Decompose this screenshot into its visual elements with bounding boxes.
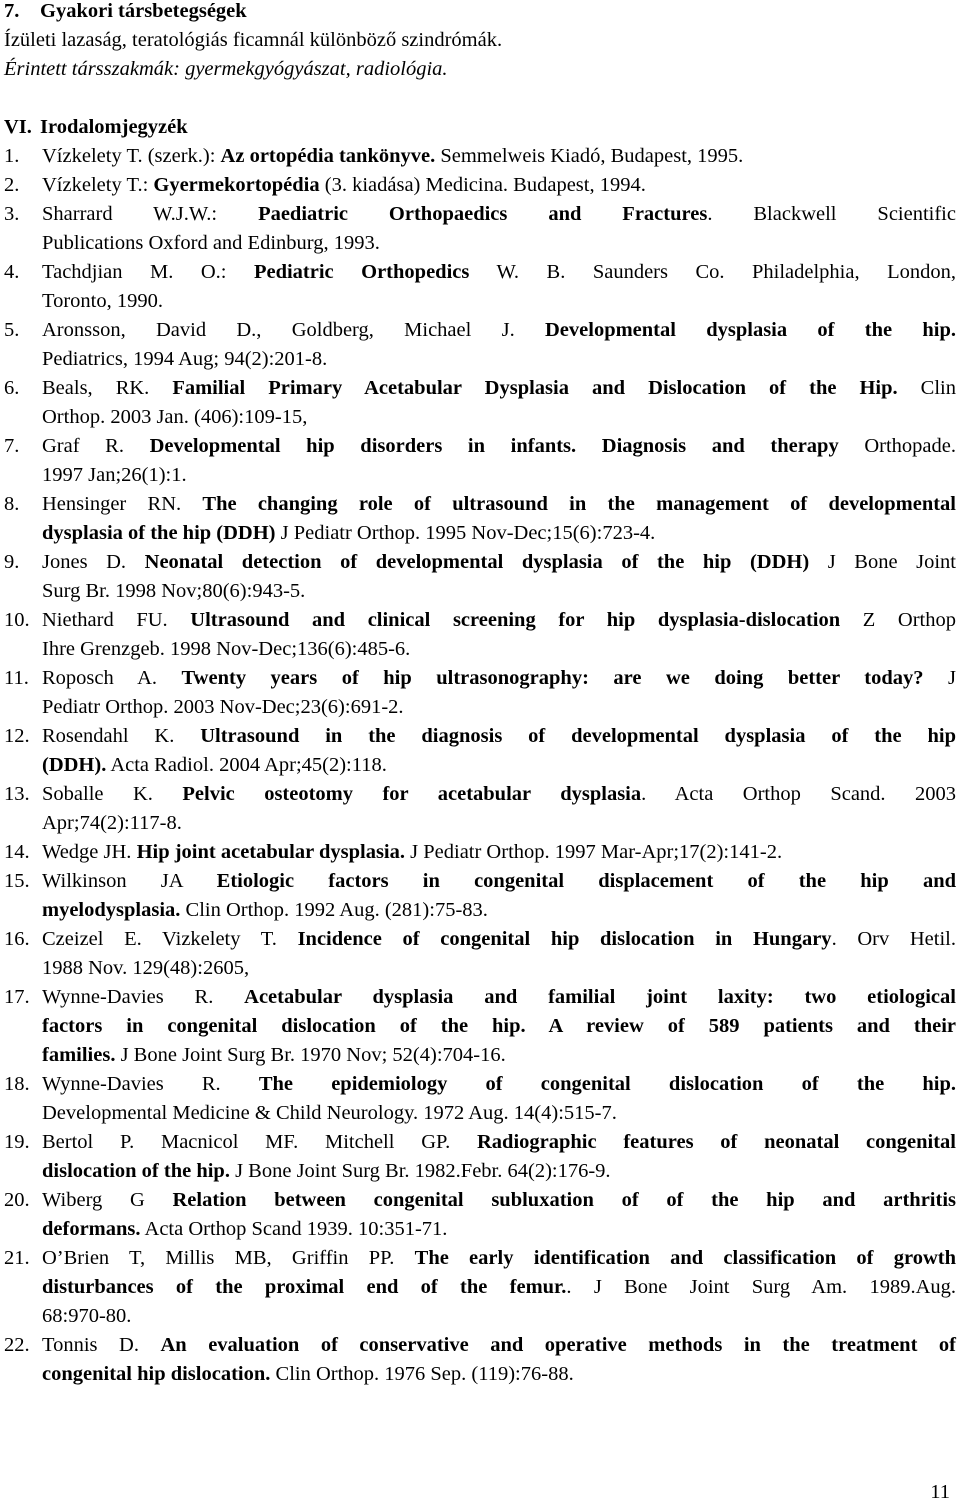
section-7-number: 7.	[4, 0, 20, 22]
reference-title-text: Twenty years of hip ultrasonography: are we doing better today?	[181, 667, 924, 689]
reference-line	[42, 345, 956, 374]
reference-line	[42, 751, 956, 780]
reference-text: Rosendahl K.	[42, 725, 201, 747]
reference-text: Semmelweis Kiadó, Budapest, 1995.	[435, 145, 744, 167]
reference-number: 14.	[4, 841, 30, 863]
reference-text: J Bone Joint Surg Br. 1970 Nov; 52(4):704-16.	[115, 1044, 506, 1066]
reference-item	[0, 722, 956, 780]
reference-line	[42, 171, 956, 200]
reference-text: . Acta Orthop Scand. 2003	[641, 783, 957, 805]
reference-text: Soballe K.	[42, 783, 183, 805]
reference-line	[42, 635, 956, 664]
reference-text: Acta Orthop Scand 1939. 10:351-71.	[140, 1218, 448, 1240]
reference-line	[42, 577, 956, 606]
reference-item	[0, 490, 956, 548]
reference-title-text: Pelvic osteotomy for acetabular dysplasia	[182, 783, 642, 805]
reference-text: J Bone Joint Surg Br. 1982.Febr. 64(2):176-9.	[229, 1160, 611, 1182]
reference-item	[0, 838, 956, 867]
reference-text: Graf R.	[42, 435, 150, 457]
reference-number: 12.	[4, 725, 30, 747]
reference-line	[42, 954, 956, 983]
reference-text: Roposch A.	[42, 667, 182, 689]
reference-title-text: Az ortopédia tankönyve.	[220, 145, 436, 167]
reference-title-text: Pediatric Orthopedics	[253, 261, 470, 283]
reference-text: J Bone Joint	[809, 551, 957, 573]
reference-title-text: Incidence of congenital hip dislocation in Hungary	[297, 928, 832, 950]
reference-text: Niethard FU.	[42, 609, 191, 631]
reference-text: O’Brien T, Millis MB, Griffin PP.	[42, 1247, 415, 1269]
reference-item	[0, 171, 956, 200]
reference-line	[42, 983, 956, 1012]
reference-title-text: Developmental hip disorders in infants. Diagnosis and therapy	[149, 435, 839, 457]
reference-title-text: The epidemiology of congenital dislocation of the hip.	[258, 1073, 956, 1095]
reference-item	[0, 780, 956, 838]
reference-title-text: families.	[42, 1044, 116, 1066]
reference-text: 1997 Jan;26(1):1.	[42, 464, 187, 486]
reference-line	[42, 1244, 956, 1273]
reference-text: (3. kiadása) Medicina. Budapest, 1994.	[319, 174, 646, 196]
reference-line	[42, 1302, 956, 1331]
reference-line	[42, 664, 956, 693]
reference-item	[0, 316, 956, 374]
section-7-text: Ízületi lazaság, teratológiás ficamnál különböző szindrómák.	[4, 29, 503, 51]
reference-item	[0, 200, 956, 258]
reference-text: Wynne-Davies R.	[42, 986, 245, 1008]
reference-text: 68:970-80.	[42, 1305, 132, 1327]
reference-text: Publications Oxford and Edinburg, 1993.	[42, 232, 380, 254]
reference-text: Czeizel E. Vizkelety T.	[42, 928, 298, 950]
reference-text: Wilkinson JA	[42, 870, 217, 892]
reference-text: Apr;74(2):117-8.	[42, 812, 182, 834]
reference-line	[42, 258, 956, 287]
reference-title-text: disturbances of the proximal end of the femur.	[42, 1276, 567, 1298]
reference-text: 1988 Nov. 129(48):2605,	[42, 957, 250, 979]
reference-item	[0, 374, 956, 432]
reference-number: 10.	[4, 609, 30, 631]
reference-text: Aronsson, David D., Goldberg, Michael J.	[42, 319, 545, 341]
reference-text: J Pediatr Orthop. 1997 Mar-Apr;17(2):141-2.	[405, 841, 783, 863]
reference-text: Wynne-Davies R.	[42, 1073, 259, 1095]
reference-title-text: Familial Primary Acetabular Dysplasia and Dislocation of the Hip.	[172, 377, 898, 399]
reference-line	[42, 200, 956, 229]
reference-item	[0, 664, 956, 722]
page-number: 11	[930, 1481, 950, 1503]
reference-text: . J Bone Joint Surg Am. 1989.Aug.	[566, 1276, 956, 1298]
reference-line	[42, 780, 956, 809]
reference-title-text: Gyermekortopédia	[153, 174, 320, 196]
reference-title-text: Developmental dysplasia of the hip.	[545, 319, 956, 341]
reference-line	[42, 1331, 956, 1360]
reference-line	[42, 519, 956, 548]
reference-text: Clin Orthop. 1976 Sep. (119):76-88.	[270, 1363, 574, 1385]
section-6-title: Irodalomjegyzék	[40, 116, 188, 138]
reference-line	[42, 142, 956, 171]
reference-title-text: An evaluation of conservative and operative methods in the treatment of	[160, 1334, 957, 1356]
section-6-heading	[4, 113, 188, 142]
reference-title-text: dislocation of the hip.	[42, 1160, 230, 1182]
reference-number: 8.	[4, 493, 20, 515]
section-7-heading	[4, 0, 247, 26]
reference-text: Vízkelety T. (szerk.):	[42, 145, 221, 167]
reference-number: 5.	[4, 319, 20, 341]
reference-text: Vízkelety T.:	[42, 174, 154, 196]
reference-text: Z Orthop	[840, 609, 956, 631]
reference-item	[0, 1070, 956, 1128]
reference-text: Tachdjian M. O.:	[42, 261, 254, 283]
reference-title-text: Ultrasound in the diagnosis of developmental dysplasia of the hip	[200, 725, 956, 747]
reference-line	[42, 1099, 956, 1128]
reference-text: Clin Orthop. 1992 Aug. (281):75-83.	[180, 899, 488, 921]
reference-text: J	[923, 667, 956, 689]
reference-text: Jones D.	[42, 551, 145, 573]
reference-text: . Orv Hetil.	[831, 928, 956, 950]
reference-text: J Pediatr Orthop. 1995 Nov-Dec;15(6):723-4.	[275, 522, 656, 544]
reference-title-text: The changing role of ultrasound in the management of developmental	[202, 493, 957, 515]
reference-text: Beals, RK.	[42, 377, 173, 399]
reference-number: 22.	[4, 1334, 30, 1356]
reference-text: Sharrard W.J.W.:	[42, 203, 259, 225]
reference-item	[0, 142, 956, 171]
reference-line	[42, 287, 956, 316]
reference-text: Developmental Medicine & Child Neurology. 1972 Aug. 14(4):515-7.	[42, 1102, 617, 1124]
reference-title-text: Relation between congenital subluxation of of the hip and arthritis	[172, 1189, 956, 1211]
reference-title-text: (DDH).	[42, 754, 107, 776]
reference-text: Orthop. 2003 Jan. (406):109-15,	[42, 406, 308, 428]
reference-line	[42, 896, 956, 925]
reference-line	[42, 1128, 956, 1157]
reference-text: Bertol P. Macnicol MF. Mitchell GP.	[42, 1131, 477, 1153]
reference-line	[42, 693, 956, 722]
reference-number: 15.	[4, 870, 30, 892]
reference-title-text: deformans.	[42, 1218, 141, 1240]
reference-text: Pediatr Orthop. 2003 Nov-Dec;23(6):691-2.	[42, 696, 404, 718]
reference-number: 18.	[4, 1073, 30, 1095]
reference-title-text: Acetabular dysplasia and familial joint laxity: two etiological	[244, 986, 956, 1008]
reference-number: 9.	[4, 551, 20, 573]
reference-line	[42, 1012, 956, 1041]
reference-item	[0, 1128, 956, 1186]
reference-line	[42, 809, 956, 838]
reference-number: 7.	[4, 435, 20, 457]
reference-text: Ihre Grenzgeb. 1998 Nov-Dec;136(6):485-6.	[42, 638, 411, 660]
reference-text: Pediatrics, 1994 Aug; 94(2):201-8.	[42, 348, 328, 370]
reference-number: 4.	[4, 261, 20, 283]
reference-item	[0, 867, 956, 925]
reference-title-text: Ultrasound and clinical screening for hip dysplasia-dislocation	[190, 609, 841, 631]
reference-line	[42, 490, 956, 519]
reference-title-text: Hip joint acetabular dysplasia.	[136, 841, 406, 863]
reference-text: Toronto, 1990.	[42, 290, 163, 312]
section-6-number: VI.	[4, 116, 32, 138]
reference-text: Clin	[897, 377, 956, 399]
reference-text: Orthopade.	[838, 435, 956, 457]
reference-line	[42, 1157, 956, 1186]
reference-title-text: Etiologic factors in congenital displacement of the hip and	[216, 870, 956, 892]
reference-text: W. B. Saunders Co. Philadelphia, London,	[469, 261, 956, 283]
reference-text: . Blackwell Scientific	[707, 203, 956, 225]
reference-item	[0, 925, 956, 983]
reference-number: 19.	[4, 1131, 30, 1153]
reference-line	[42, 1186, 956, 1215]
reference-line	[42, 548, 956, 577]
reference-item	[0, 606, 956, 664]
reference-item	[0, 1244, 956, 1331]
reference-title-text: Radiographic features of neonatal congenital	[477, 1131, 956, 1153]
reference-item	[0, 983, 956, 1070]
reference-line	[42, 1041, 956, 1070]
reference-line	[42, 403, 956, 432]
reference-line	[42, 229, 956, 258]
reference-line	[42, 316, 956, 345]
reference-text: Acta Radiol. 2004 Apr;45(2):118.	[106, 754, 387, 776]
reference-item	[0, 1186, 956, 1244]
reference-number: 16.	[4, 928, 30, 950]
reference-number: 1.	[4, 145, 20, 167]
reference-number: 2.	[4, 174, 20, 196]
reference-text: Hensinger RN.	[42, 493, 203, 515]
reference-line	[42, 1070, 956, 1099]
reference-line	[42, 1273, 956, 1302]
reference-item	[0, 432, 956, 490]
section-7-title: Gyakori társbetegségek	[40, 0, 247, 22]
reference-text: Wedge JH.	[42, 841, 137, 863]
reference-title-text: Neonatal detection of developmental dysplasia of the hip (DDH)	[144, 551, 810, 573]
reference-number: 6.	[4, 377, 20, 399]
reference-item	[0, 1331, 956, 1389]
reference-number: 13.	[4, 783, 30, 805]
reference-line	[42, 867, 956, 896]
reference-text: Tonnis D.	[42, 1334, 161, 1356]
reference-item	[0, 548, 956, 606]
reference-line	[42, 722, 956, 751]
reference-title-text: factors in congenital dislocation of the hip. A review of 589 patients and their	[42, 1015, 956, 1037]
reference-line	[42, 1215, 956, 1244]
reference-text: Surg Br. 1998 Nov;80(6):943-5.	[42, 580, 306, 602]
reference-line	[42, 374, 956, 403]
reference-line	[42, 606, 956, 635]
reference-number: 11.	[4, 667, 29, 689]
reference-item	[0, 258, 956, 316]
reference-line	[42, 1360, 956, 1389]
reference-number: 20.	[4, 1189, 30, 1211]
reference-line	[42, 461, 956, 490]
reference-text: Wiberg G	[42, 1189, 173, 1211]
reference-title-text: myelodysplasia.	[42, 899, 181, 921]
reference-title-text: dysplasia of the hip (DDH)	[42, 522, 276, 544]
reference-title-text: Paediatric Orthopaedics and Fractures	[258, 203, 708, 225]
section-7-related-fields: Érintett társszakmák: gyermekgyógyászat, radiológia.	[4, 58, 448, 80]
reference-line	[42, 432, 956, 461]
reference-line	[42, 838, 956, 867]
reference-title-text: congenital hip dislocation.	[42, 1363, 271, 1385]
reference-number: 17.	[4, 986, 30, 1008]
reference-number: 21.	[4, 1247, 30, 1269]
reference-line	[42, 925, 956, 954]
reference-number: 3.	[4, 203, 20, 225]
reference-title-text: The early identification and classification of growth	[414, 1247, 956, 1269]
